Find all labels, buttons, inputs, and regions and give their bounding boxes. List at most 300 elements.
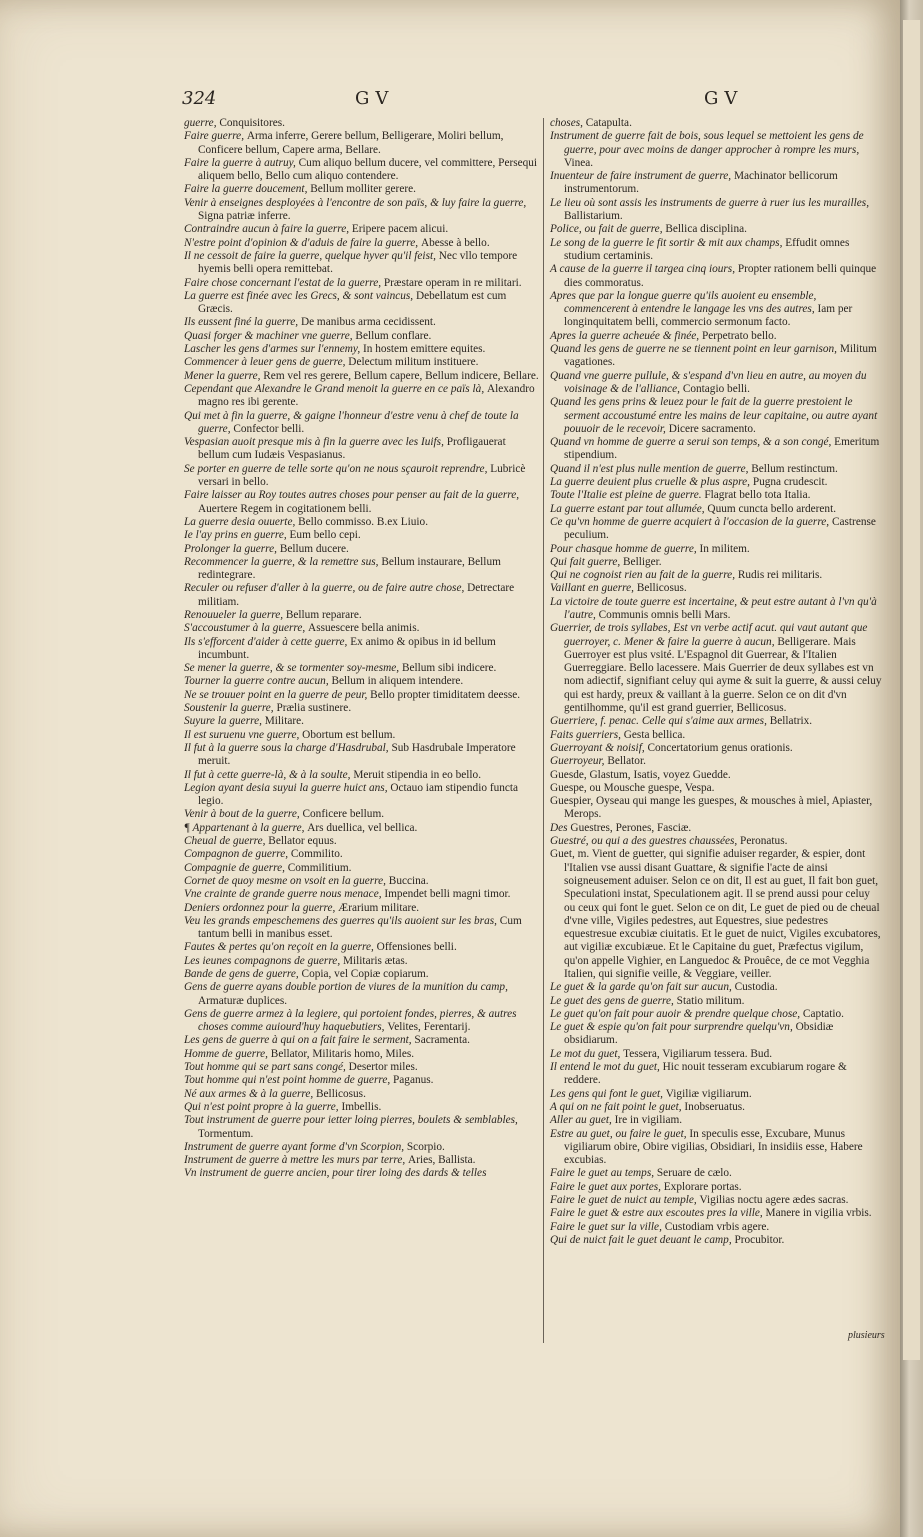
latin-translation: Præstare operam in re militari. [383,276,522,289]
latin-translation: Militare. [264,715,304,728]
dictionary-entry [550,370,882,397]
french-phrase: Guerroyeur, [550,755,608,768]
latin-translation: In hostem emittere equites. [362,343,486,356]
french-phrase: Des [550,821,571,834]
dictionary-entry [184,516,539,529]
french-phrase: La guerre est finée avec les Grecs, & sont vaincus, [184,289,416,302]
dictionary-entry [184,702,539,715]
dictionary-entry [184,1074,539,1087]
french-phrase: Les ieunes compagnons de guerre, [184,954,343,967]
dictionary-entry [184,250,539,277]
french-phrase: Vaillant en guerre, [550,582,637,595]
column-divider [543,118,544,1343]
dictionary-entry [550,755,882,768]
latin-translation: Bello propter timiditatem deesse. [370,688,521,701]
french-phrase: Gens de guerre armez à la legiere, qui portoient fondes, pierres, & autres choses comme auiourd'huy haquebutiers, [184,1007,517,1034]
latin-translation: Bellum in aliquem intendere. [331,675,464,688]
french-phrase: Faire le guet sur la ville, [550,1220,665,1233]
dictionary-entry [184,410,539,437]
dictionary-entry [184,130,539,157]
french-phrase: Faire chose concernant l'estat de la guerre, [184,276,384,289]
dictionary-entry [550,223,882,236]
french-phrase: Recommencer la guerre, & la remettre sus, [184,555,382,568]
latin-translation: Commilitium. [287,861,352,874]
latin-translation: Inobseruatus. [684,1100,745,1113]
french-phrase: Le lieu où sont assis les instruments de guerre à ruer ius les murailles, [550,196,870,209]
latin-translation: Bellator equus. [268,835,337,848]
dictionary-entry [550,503,882,516]
latin-translation: Signa patriæ inferre. [198,210,291,223]
dictionary-entry [184,582,539,609]
french-phrase: Quand les gens prins & leuez pour le fait de la guerre prestoient le serment accoustumé entre les mains de leur capitaine, ou autre ayant pouuoir de le recevoir, [550,396,878,435]
french-phrase: Il entend le mot du guet, [550,1061,663,1074]
latin-translation: Guespier, Oyseau qui mange les guespes, & mousches à miel, Apiaster, Merops. [550,795,873,821]
french-phrase: guerre, [184,117,220,129]
dictionary-entry [550,782,882,795]
dictionary-entry [550,263,882,290]
left-column [184,117,539,1181]
french-phrase: Les gens qui font le guet, [550,1087,666,1100]
latin-translation: Cum tantum belli in manibus esset. [198,914,522,941]
french-phrase: Ce qu'vn homme de guerre acquiert à l'occasion de la guerre, [550,515,832,528]
latin-translation: Guesde, Glastum, Isatis, voyez Guedde. [550,768,731,781]
dictionary-entry [184,742,539,769]
latin-translation: Auertere Regem in cogitationem belli. [198,502,372,515]
latin-translation: Dicere sacramento. [668,422,756,435]
dictionary-entry [550,117,882,130]
french-phrase: Lascher les gens d'armes sur l'ennemy, [184,343,363,356]
french-phrase: Tout homme qui n'est point homme de guerre, [184,1074,393,1087]
dictionary-entry [184,662,539,675]
latin-translation: Octauo iam stipendio functa legio. [198,781,519,808]
dictionary-entry [184,902,539,915]
dictionary-entry [184,463,539,490]
french-phrase: Prolonger la guerre, [184,542,280,555]
dictionary-entry [550,290,882,330]
french-phrase: Qui ne cognoist rien au fait de la guerre, [550,569,738,582]
latin-translation: Custodiam vrbis agere. [664,1220,770,1233]
latin-translation: Obsidiæ obsidiarum. [564,1021,834,1047]
dictionary-entry [184,968,539,981]
dictionary-entry [550,995,882,1008]
latin-translation: Desertor miles. [348,1061,418,1074]
latin-translation: Peronatus. [740,835,788,848]
latin-translation: Explorare portas. [663,1180,742,1193]
dictionary-entry [184,1034,539,1047]
french-phrase: Guestré, ou qui a des guestres chaussées, [550,835,741,848]
dictionary-entry [550,769,882,782]
french-phrase: Reculer ou refuser d'aller à la guerre, ou de faire autre chose, [184,582,468,595]
latin-translation: Armaturæ duplices. [198,994,288,1007]
dictionary-entry [550,1114,882,1127]
french-phrase: Venir à bout de la guerre, [184,808,303,821]
latin-translation: Ars duellica, vel bellica. [307,821,418,834]
running-head-left: GV [355,88,395,109]
latin-translation: Bellum restinctum. [751,462,838,475]
dictionary-entry [550,130,882,170]
french-phrase: Toute l'Italie est pleine de guerre. [550,489,705,502]
dictionary-entry [184,383,539,410]
latin-translation: Captatio. [802,1007,845,1020]
dictionary-entry [550,330,882,343]
french-phrase: Le guet & la garde qu'on fait sur aucun, [550,981,735,994]
dictionary-entry [550,1088,882,1101]
dictionary-entry [184,888,539,901]
dictionary-entry [184,729,539,742]
latin-translation: Bellicosus. [316,1087,366,1100]
latin-translation: Guestres, Perones, Fasciæ. [570,821,692,834]
latin-translation: Propter rationem belli quinque dies commoratus. [564,263,877,289]
latin-translation: Prælia sustinere. [276,702,352,715]
french-phrase: Fautes & pertes qu'on reçoit en la guerre, [184,941,377,954]
latin-translation: Bellum sibi indicere. [401,662,497,675]
french-phrase: Qui n'est point propre à la guerre, [184,1100,342,1113]
latin-translation: Guet, m. Vient de guetter, qui signifie aduiser regarder, & espier, dont l'Italien vse aussi disant Guattare, & signifie l'acte de ainsi soigneusement aduiser. Selon ce on dit, Il est au guet, Il fait bon guet, Speculationi instat, Speculationem agit. Il se prend aussi pour celuy ou ceux qui font le guet. Selon ce on dit, Le guet de pied ou de cheual d'vne ville, Vigiles pedestres, aut Equestres, siue pedestres equestresue excubiæ ciuitatis. Et le guet de nuict, Vigiles excubatores, aut vigiliæ excubiæue. Et le Capitaine du guet, Præfectus vigilum, qu'on appelle Vighier, en Languedoc & Prouêce, de ce mot Vegghia Italien, qui signifie veille, & Veggiare, veiller. [550,848,881,980]
french-phrase: La guerre estant par tout allumée, [550,502,708,515]
latin-translation: Emeritum stipendium. [564,436,880,462]
french-phrase: choses, [550,117,586,129]
french-phrase: Compagnie de guerre, [184,861,288,874]
dictionary-entry [184,183,539,196]
french-phrase: Guerriere, f. penac. Celle qui s'aime aux armes, [550,715,770,728]
dictionary-entry [184,636,539,663]
french-phrase: Homme de guerre, [184,1047,271,1060]
french-phrase: Compagnon de guerre, [184,848,291,861]
dictionary-entry [550,170,882,197]
french-phrase: Quand il n'est plus nulle mention de guerre, [550,462,752,475]
latin-translation: Pugna crudescit. [752,476,828,489]
french-phrase: Guerroyant & noisif, [550,741,648,754]
dictionary-entry [550,489,882,502]
dictionary-entry [550,1008,882,1021]
dictionary-entry [184,277,539,290]
french-phrase: Quasi forger & machiner vne guerre, [184,329,356,342]
dictionary-entry [184,489,539,516]
latin-translation: Tormentum. [198,1127,254,1140]
dictionary-entry [550,822,882,835]
latin-translation: Rem vel res gerere, Bellum capere, Bellum indicere, Bellare. [263,369,539,382]
latin-translation: Ire in vigiliam. [614,1114,683,1127]
dictionary-entry [184,862,539,875]
latin-translation: In speculis esse, Excubare, Munus vigiliarum obire, Obire vigilias, Obsidiari, In insidiis esse, Habere excubias. [564,1127,863,1167]
french-phrase: Faire le guet de nuict au temple, [550,1194,700,1207]
french-phrase: Soustenir la guerre, [184,702,277,715]
latin-translation: Vigiliæ vigiliarum. [665,1087,752,1100]
latin-translation: Scorpio. [406,1140,445,1153]
french-phrase: Qui fait guerre, [550,555,624,568]
latin-translation: Bellator. [607,755,646,768]
french-phrase: Instrument de guerre ayant forme d'vn Scorpion, [184,1140,407,1153]
latin-translation: Vinea. [564,156,594,169]
dictionary-entry [550,197,882,224]
dictionary-entry [184,436,539,463]
latin-translation: Custodia. [734,981,778,994]
french-phrase: Le guet qu'on fait pour auoir & prendre quelque chose, [550,1007,803,1020]
french-phrase: Quand les gens de guerre ne se tiennent point en leur garnison, [550,343,840,356]
latin-translation: Machinator bellicorum instrumentorum. [564,170,838,196]
latin-translation: Concertatorium genus orationis. [647,741,793,754]
dictionary-entry [550,742,882,755]
dictionary-entry [550,1181,882,1194]
dictionary-entry [184,290,539,317]
latin-translation: Aries, Ballista. [408,1154,476,1167]
french-phrase: S'accoustumer à la guerre, [184,622,309,635]
dictionary-entry [550,596,882,623]
dictionary-entry [550,729,882,742]
latin-translation: Eum bello cepi. [289,529,361,542]
latin-translation: Belliger. [623,555,662,568]
dictionary-entry [550,848,882,981]
dictionary-entry [550,835,882,848]
french-phrase: Estre au guet, ou faire le guet, [550,1127,690,1140]
dictionary-entry [184,556,539,583]
latin-translation: Bellum reparare. [285,608,362,621]
dictionary-entry [550,1221,882,1234]
french-phrase: Deniers ordonnez pour la guerre, [184,901,339,914]
dictionary-entry [550,1167,882,1180]
latin-translation: Assuescere bella animis. [308,622,420,635]
latin-translation: Abesse à bello. [420,236,490,249]
french-phrase: Qui met à fin la guerre, & gaigne l'honneur d'estre venu à chef de toute la guerre, [184,409,519,435]
french-phrase: A cause de la guerre il targea cinq iours, [550,263,738,276]
next-page-edge [903,20,920,1360]
dictionary-entry [550,622,882,715]
french-phrase: Instrument de guerre à mettre les murs par terre, [184,1154,409,1167]
french-phrase: Apres la guerre acheuée & finée, [550,329,702,342]
french-phrase: Le song de la guerre le fit sortir & mit aux champs, [550,236,786,249]
french-phrase: Legion ayant desia suyui la guerre huict ans, [184,781,391,794]
latin-translation: Flagrat bello tota Italia. [704,489,811,502]
dictionary-entry [184,370,539,383]
french-phrase: Le mot du guet, [550,1047,624,1060]
dictionary-entry [184,915,539,942]
dictionary-entry [184,330,539,343]
latin-translation: Bellica disciplina. [665,223,747,236]
dictionary-entry [550,1234,882,1247]
latin-translation: Bellum ducere. [279,542,349,555]
latin-translation: Ballistarium. [564,210,623,223]
french-phrase: Contraindre aucun à faire la guerre, [184,223,352,236]
latin-translation: De manibus arma cecidissent. [300,316,436,329]
dictionary-entry [550,1128,882,1168]
french-phrase: Faits guerriers, [550,728,624,741]
latin-translation: Belligerare. Mais Guerroyer est plus vsité. L'Espagnol dit Guerrear, & l'Italien Guerreggiare. Bello lacessere. Mais Guerrier de deux syllabes est vn nom adiectif, signifiant celuy qui ayme & suit la guerre, & aussi celuy qui est hardy, preux & vaillant à la guerre. Selon ce on dit d'vn gentilhomme, qu'il est grand guerrier, Bellicosus. [564,635,882,715]
latin-translation: Bellator, Militaris homo, Miles. [270,1047,415,1060]
dictionary-entry [550,436,882,463]
latin-translation: Effudit omnes studium certaminis. [564,236,850,262]
dictionary-entry [184,689,539,702]
dictionary-entry [550,1048,882,1061]
page-number: 324 [182,88,217,109]
french-phrase: Ils eussent finé la guerre, [184,316,301,329]
latin-translation: Offensiones belli. [376,941,457,954]
dictionary-entry [550,396,882,436]
latin-translation: Ex animo & opibus in id bellum incumbunt. [198,635,496,661]
french-phrase: Ils s'efforcent d'aider à cette guerre, [184,635,351,648]
french-phrase: Né aux armes & à la guerre, [184,1087,316,1100]
french-phrase: Faire laisser au Roy toutes autres choses pour penser au fait de la guerre, [184,489,520,502]
dictionary-entry [184,1141,539,1154]
dictionary-entry [550,981,882,994]
latin-translation: Bellicosus. [636,582,687,595]
latin-translation: Contagio belli. [682,382,750,395]
dictionary-entry [184,782,539,809]
latin-translation: In militem. [699,542,750,555]
french-phrase: La victoire de toute guerre est incertaine, & peut estre autant à l'vn qu'à l'autre, [550,595,877,621]
latin-translation: Procubitor. [734,1233,785,1246]
latin-translation: Delectum militum instituere. [348,356,479,369]
french-phrase: Renouueler la guerre, [184,608,286,621]
dictionary-entry [184,1048,539,1061]
french-phrase: Il fut à cette guerre-là, & à la soulte, [184,768,354,781]
latin-translation: Arma inferre, Gerere bellum, Belligerare, Moliri bellum, Conficere bellum, Capere arma, Bellare. [198,130,504,156]
dictionary-entry [184,237,539,250]
french-phrase: Tourner la guerre contre aucun, [184,675,332,688]
french-phrase: Police, ou fait de guerre, [550,223,666,236]
dictionary-entry [550,1061,882,1088]
dictionary-entry [550,237,882,264]
dictionary-entry [184,1061,539,1074]
french-phrase: Tout homme qui se part sans congé, [184,1061,349,1074]
dictionary-entry [184,1008,539,1035]
latin-translation: Guespe, ou Mousche guespe, Vespa. [550,781,715,794]
latin-translation: Alexandro magno res ibi gerente. [198,382,535,409]
latin-translation: Detrectare militiam. [198,582,515,608]
dictionary-entry [550,1194,882,1207]
french-phrase: La guerre desia ouuerte, [184,515,299,528]
latin-translation: Bellatrix. [769,715,813,728]
dictionary-entry [184,117,539,130]
latin-translation: Ærarium militare. [338,901,420,914]
latin-translation: Buccina. [388,874,429,887]
latin-translation: Eripere pacem alicui. [351,223,449,236]
dictionary-entry [184,157,539,184]
french-phrase: Instrument de guerre fait de bois, sous lequel se mettoient les gens de guerre, pour avec moins de danger approcher à rompre les murs, [550,130,864,156]
latin-translation: Bello commisso. B.ex Liuio. [298,515,429,528]
dictionary-entry [184,1114,539,1141]
dictionary-entry [184,529,539,542]
french-phrase: Se mener la guerre, & se tormenter soy-mesme, [184,662,402,675]
dictionary-entry [184,1088,539,1101]
french-phrase: Guerrier, de trois syllabes, Est vn verbe actif acut. qui vaut autant que guerroyer, c. Mener & faire la guerre à aucun, [550,622,868,648]
latin-translation: Conficere bellum. [302,808,385,821]
french-phrase: Commencer à leuer gens de guerre, [184,356,349,369]
catchword: plusieurs [848,1330,885,1341]
french-phrase: Cheual de guerre, [184,835,269,848]
dictionary-entry [550,463,882,476]
french-phrase: Cornet de quoy mesme on vsoit en la guerre, [184,874,389,887]
latin-translation: Castrense peculium. [564,515,876,542]
french-phrase: Cependant que Alexandre le Grand menoit la guerre en ce païs là, [184,382,487,395]
dictionary-entry [184,1167,539,1180]
dictionary-entry [550,1101,882,1114]
dictionary-entry [550,1207,882,1220]
french-phrase: ¶ Appartenant à la guerre, [184,821,308,834]
french-phrase: Il est suruenu vne guerre, [184,728,303,741]
french-phrase: Veu les grands empeschemens des guerres qu'ils auoient sur les bras, [184,914,500,927]
french-phrase: Apres que par la longue guerre qu'ils auoient eu ensemble, commencerent à entendre le langage les vns des autres, [550,289,818,316]
french-phrase: Quand vne guerre pullule, & s'espand d'vn lieu en autre, au moyen du voisinage & de l'alliance, [550,369,867,395]
latin-translation: Copia, vel Copiæ copiarum. [301,968,429,980]
french-phrase: Vespasian auoit presque mis à fin la guerre avec les Iuifs, [184,436,447,449]
french-phrase: Faire la guerre à autruy, [184,156,299,169]
french-phrase: Vn instrument de guerre ancien, pour tirer loing des dards & telles [184,1167,487,1180]
french-phrase: La guerre deuient plus cruelle & plus aspre, [550,476,753,489]
french-phrase: N'estre point d'opinion & d'aduis de faire la guerre, [184,236,421,249]
dictionary-entry [184,981,539,1008]
french-phrase: Faire le guet au temps, [550,1167,657,1180]
latin-translation: Tessera, Vigiliarum tessera. Bud. [623,1047,773,1060]
latin-translation: Vigilias noctu agere ædes sacras. [699,1194,849,1207]
dictionary-entry [184,675,539,688]
latin-translation: Seruare de cælo. [656,1167,732,1180]
french-phrase: Mener la guerre, [184,369,264,382]
latin-translation: Rudis rei militaris. [737,569,823,582]
latin-translation: Debellatum est cum Græcis. [198,289,507,316]
latin-translation: Confector belli. [233,422,305,435]
dictionary-entry [550,569,882,582]
dictionary-entry [184,822,539,835]
running-head-right: GV [704,88,744,109]
french-phrase: Venir à enseignes desployées à l'encontre de son païs, & luy faire la guerre, [184,196,527,209]
dictionary-entry [550,556,882,569]
french-phrase: Les gens de guerre à qui on a fait faire le serment, [184,1034,415,1047]
french-phrase: Vne crainte de grande guerre nous menace, [184,888,385,901]
french-phrase: Suyure la guerre, [184,715,265,728]
latin-translation: Bellum instaurare, Bellum redintegrare. [198,555,501,582]
dictionary-entry [550,476,882,489]
dictionary-entry [550,795,882,822]
dictionary-entry [184,955,539,968]
dictionary-entry [184,609,539,622]
right-column [550,117,882,1247]
dictionary-entry [184,356,539,369]
french-phrase: Qui de nuict fait le guet deuant le camp, [550,1233,735,1246]
latin-translation: Militum vagationes. [564,343,877,369]
latin-translation: Perpetrato bello. [701,329,777,342]
dictionary-entry [184,223,539,236]
french-phrase: A qui on ne fait point le guet, [550,1100,685,1113]
dictionary-entry [184,835,539,848]
latin-translation: Iam per longinquitatem belli, commercio sermonum facto. [564,303,853,329]
french-phrase: Faire la guerre doucement, [184,183,311,196]
latin-translation: Nec vllo tempore hyemis belli opera remittebat. [198,249,518,276]
latin-translation: Lubricè versari in bello. [198,462,526,489]
dictionary-entry [184,875,539,888]
french-phrase: Il fut à la guerre sous la charge d'Hasdrubal, [184,741,392,754]
latin-translation: Bellum molliter gerere. [310,183,416,196]
french-phrase: Le guet des gens de guerre, [550,994,677,1007]
latin-translation: Paganus. [393,1074,434,1087]
french-phrase: Ie l'ay prins en guerre, [184,529,290,542]
dictionary-entry [550,715,882,728]
french-phrase: Quand vn homme de guerre a serui son temps, & a son congé, [550,436,835,449]
dictionary-entry [550,343,882,370]
latin-translation: Commilito. [290,848,343,861]
latin-translation: Sub Hasdrubale Imperatore meruit. [198,741,516,768]
dictionary-entry [184,941,539,954]
french-phrase: Inuenteur de faire instrument de guerre, [550,170,734,183]
latin-translation: Profligauerat bellum cum Iudæis Vespasianus. [198,436,506,462]
french-phrase: Faire guerre, [184,130,247,143]
dictionary-entry [184,715,539,728]
dictionary-entry [184,197,539,224]
latin-translation: Communis omnis belli Mars. [598,608,731,621]
french-phrase: Tout instrument de guerre pour ietter loing pierres, boulets & semblables, [184,1114,518,1127]
latin-translation: Bellum conflare. [355,329,432,342]
dictionary-entry [550,582,882,595]
latin-translation: Gesta bellica. [623,728,686,741]
